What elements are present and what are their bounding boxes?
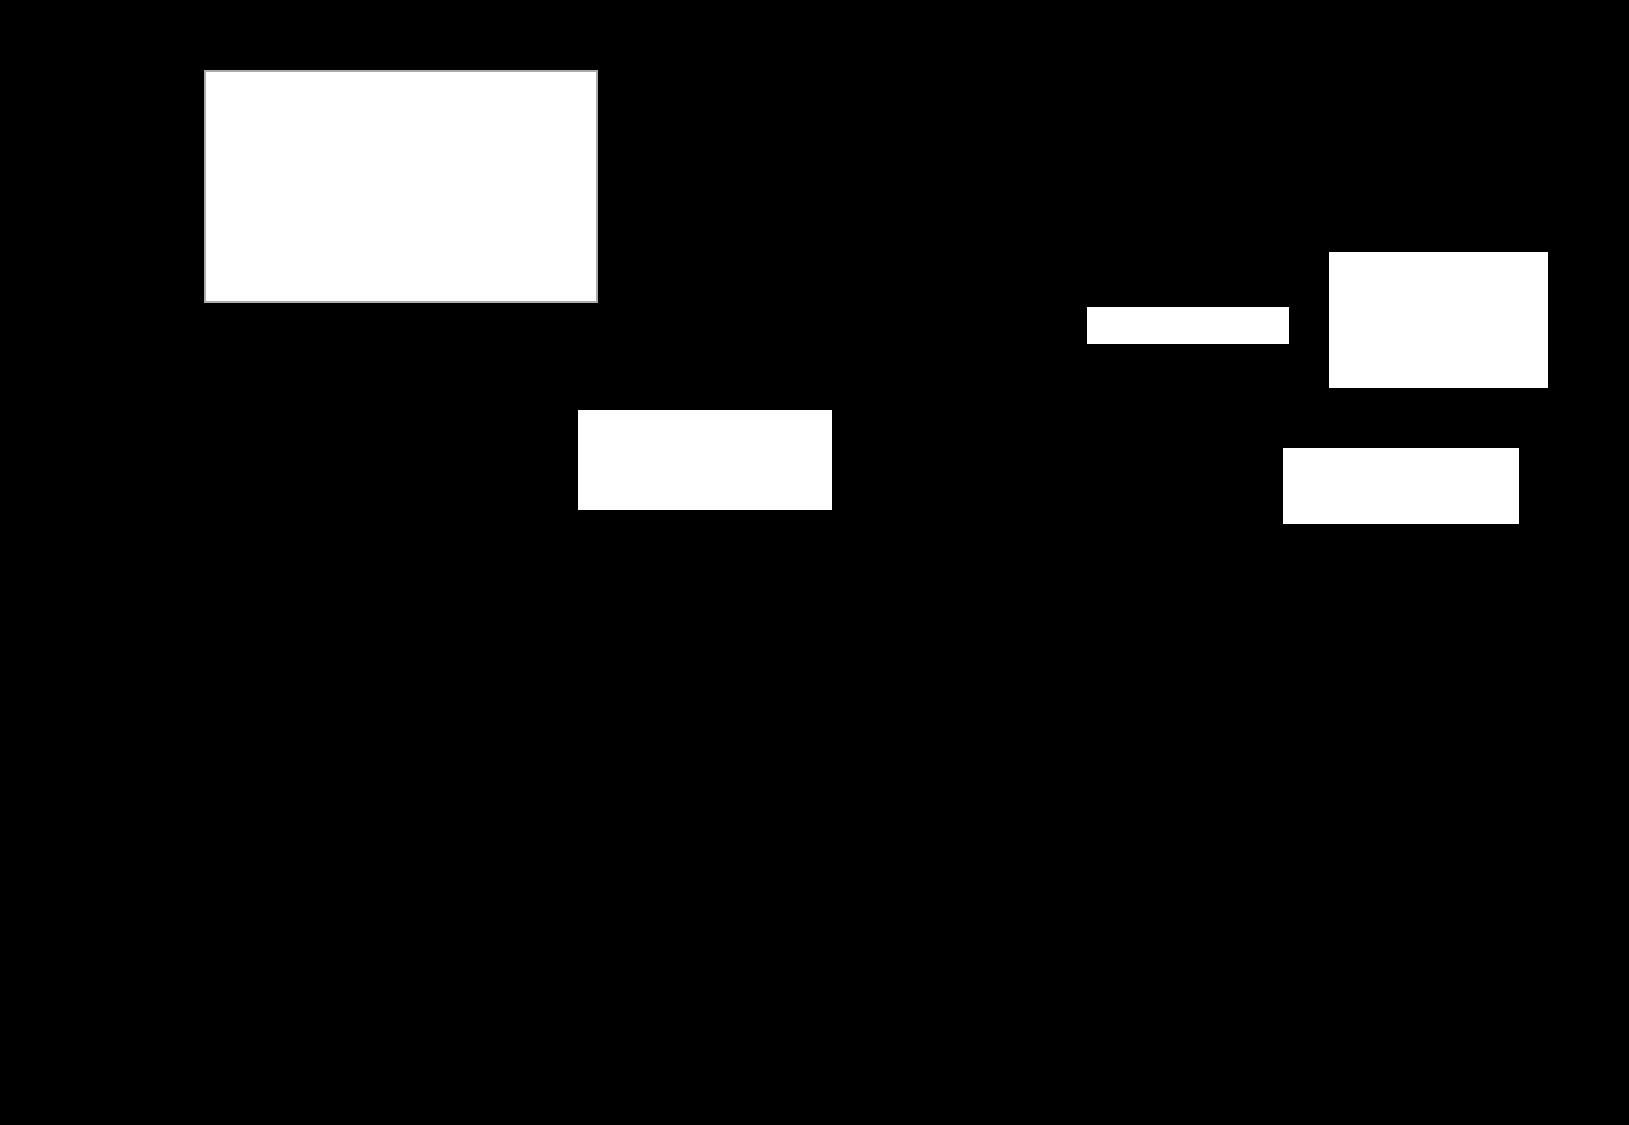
toolate-ring-icon	[226, 157, 249, 180]
legend	[204, 70, 598, 303]
watermark-formula-2	[1087, 307, 1289, 344]
late-circle-icon	[226, 122, 249, 145]
annotation-intermediate-state	[1329, 252, 1548, 388]
legend-item-late	[226, 122, 265, 145]
legend-item-ontime	[226, 85, 265, 108]
annotation-data-too-late	[1283, 448, 1519, 524]
ontime-circle-icon	[226, 85, 249, 108]
legend-item-watermark	[218, 261, 278, 266]
orange-line-icon	[218, 261, 262, 266]
annotation-watermark-updated	[578, 410, 832, 510]
blue-dashed-line-icon	[218, 206, 262, 212]
legend-item-toolate	[226, 157, 265, 180]
legend-item-max-event-time	[218, 206, 278, 212]
